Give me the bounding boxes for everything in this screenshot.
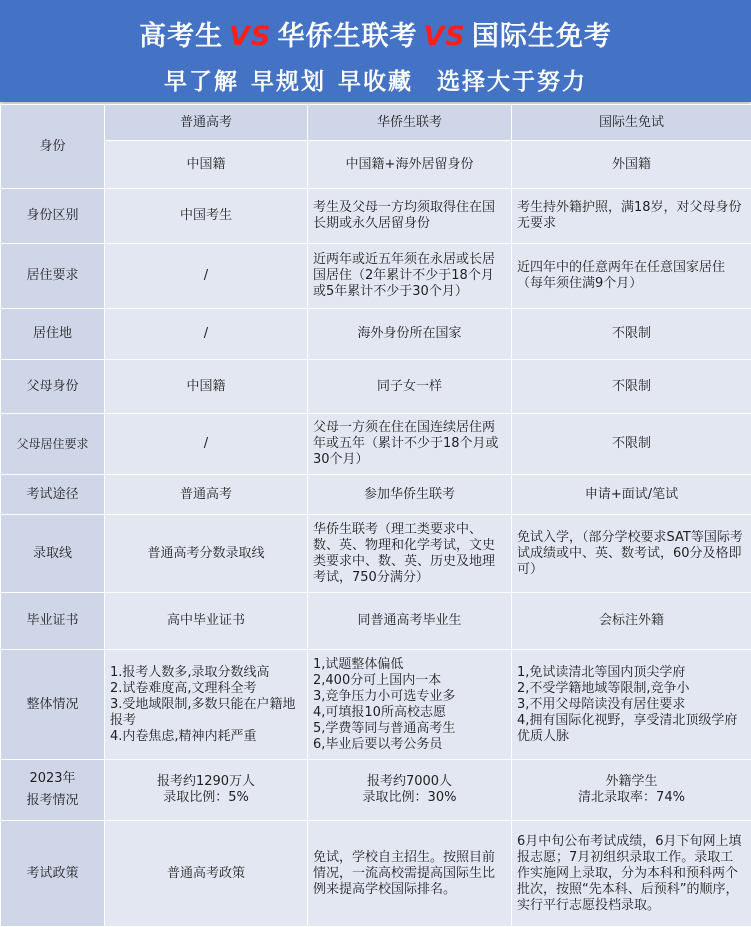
- subtitle-phrase-3: 早收藏: [338, 69, 413, 95]
- table-cell: 海外身份所在国家: [308, 309, 512, 360]
- table-cell: 中国籍: [105, 360, 308, 414]
- table-cell: 6月中旬公布考试成绩，6月下旬网上填报志愿；7月初组织录取工作。录取工作实施网上录取，分为本科和预科两个批次，按照“先本科、后预科”的顺序，实行平行志愿投档录取。: [512, 821, 751, 927]
- table-cell: /: [105, 309, 308, 360]
- list-item: 5,学费等同与普通高考生: [313, 721, 506, 737]
- table-cell: [105, 650, 308, 760]
- list-item: 1.报考人数多,录取分数线高: [110, 665, 302, 681]
- list-item: 3,不用父母陪读没有居住要求: [517, 697, 746, 713]
- subtitle-phrase-2: 早规划: [251, 69, 326, 95]
- table-row: [1, 650, 751, 760]
- row-label: 居住要求: [1, 244, 105, 309]
- table-cell: 普通高考政策: [105, 821, 308, 927]
- list-item: 2.试卷难度高,文理科全考: [110, 681, 302, 697]
- list-item: 3,竞争压力小可选专业多: [313, 689, 506, 705]
- table-cell: 不限制: [512, 309, 751, 360]
- table-cell: [308, 650, 512, 760]
- table-cell: 外国籍: [512, 141, 751, 189]
- table-cell: 高中毕业证书: [105, 593, 308, 650]
- table-cell: 华侨生联考（理工类要求中、数、英、物理和化学考试，文史类要求中、数、英、历史及地理考试，750分满分）: [308, 515, 512, 593]
- table-row: [1, 475, 751, 515]
- table-cell: 参加华侨生联考: [308, 475, 512, 515]
- row-label: 父母居住要求: [1, 414, 105, 475]
- title-huaqiao: 华侨生联考: [278, 21, 418, 52]
- table-cell: 父母一方须在住在国连续居住两年或五年（累计不少于18个月或30个月）: [308, 414, 512, 475]
- table-cell: /: [105, 414, 308, 475]
- cell-line: 报考约1290万人: [110, 774, 302, 790]
- title-vs-1: VS: [229, 21, 271, 52]
- table-row: [1, 760, 751, 821]
- row-label-year: 2023年: [6, 771, 99, 787]
- table-cell: 中国籍: [105, 141, 308, 189]
- table-cell: 会标注外籍: [512, 593, 751, 650]
- row-label: 父母身份: [1, 360, 105, 414]
- table-cell: 近两年或近五年须在永居或长居国居住（2年累计不少于18个月或5年累计不少于30个月）: [308, 244, 512, 309]
- title-vs-2: VS: [424, 21, 466, 52]
- table-row: [1, 593, 751, 650]
- row-label-identity: 身份: [1, 105, 105, 189]
- list-item: 1,试题整体偏低: [313, 657, 506, 673]
- table-row: [1, 821, 751, 927]
- list-item: 6,毕业后要以考公务员: [313, 737, 506, 753]
- list-item: 4.内卷焦虑,精神内耗严重: [110, 729, 302, 745]
- row-label: 身份区别: [1, 189, 105, 244]
- row-label: 录取线: [1, 515, 105, 593]
- table-row: [1, 309, 751, 360]
- table-cell: 同普通高考毕业生: [308, 593, 512, 650]
- table-row: [1, 360, 751, 414]
- page-subtitle: [0, 63, 751, 96]
- column-header-huaqiao: 华侨生联考: [308, 105, 512, 141]
- table-cell: /: [105, 244, 308, 309]
- table-cell: 考生持外籍护照，满18岁，对父母身份无要求: [512, 189, 751, 244]
- table-row: [1, 244, 751, 309]
- row-label-2023: [1, 760, 105, 821]
- column-header-international: 国际生免试: [512, 105, 751, 141]
- cell-line: 报考约7000人: [313, 774, 506, 790]
- table-cell: [105, 760, 308, 821]
- row-label: 整体情况: [1, 650, 105, 760]
- subtitle-phrase-1: 早了解: [164, 69, 239, 95]
- comparison-table: [0, 104, 751, 927]
- row-label: 毕业证书: [1, 593, 105, 650]
- table-row: [1, 189, 751, 244]
- table-cell: 普通高考分数录取线: [105, 515, 308, 593]
- title-gaokao: 高考生: [139, 21, 223, 52]
- table-cell: 近四年中的任意两年在任意国家居住（每年须住满9个月）: [512, 244, 751, 309]
- cell-line: 录取比例：30%: [313, 790, 506, 806]
- table-cell: [512, 760, 751, 821]
- list-item: 4,可填报10所高校志愿: [313, 705, 506, 721]
- page-header: [0, 0, 751, 102]
- table-cell: 普通高考: [105, 475, 308, 515]
- list-item: 1,免试读清北等国内顶尖学府: [517, 665, 746, 681]
- list-item: 4,拥有国际化视野，享受清北顶级学府优质人脉: [517, 713, 746, 745]
- table-cell: 考生及父母一方均须取得住在国长期或永久居留身份: [308, 189, 512, 244]
- row-label: 考试途径: [1, 475, 105, 515]
- cell-line: 外籍学生: [517, 774, 746, 790]
- table-row: [1, 515, 751, 593]
- cell-line: 录取比例：5%: [110, 790, 302, 806]
- column-header-gaokao: 普通高考: [105, 105, 308, 141]
- table-row: [1, 105, 751, 141]
- list-item: 2,400分可上国内一本: [313, 673, 506, 689]
- row-label: 考试政策: [1, 821, 105, 927]
- title-international: 国际生免考: [472, 21, 612, 52]
- page-title: [0, 14, 751, 53]
- table-cell: 中国考生: [105, 189, 308, 244]
- row-label-text: 报考情况: [6, 793, 99, 809]
- row-label: 居住地: [1, 309, 105, 360]
- list-item: 3.受地域限制,多数只能在户籍地报考: [110, 697, 302, 729]
- table-cell: 申请+面试/笔试: [512, 475, 751, 515]
- table-cell: 中国籍+海外居留身份: [308, 141, 512, 189]
- table-cell: [308, 760, 512, 821]
- table-row: [1, 414, 751, 475]
- table-cell: 不限制: [512, 360, 751, 414]
- table-cell: 免试，学校自主招生。按照目前情况，一流高校需提高国际生比例来提高学校国际排名。: [308, 821, 512, 927]
- subtitle-phrase-4: 选择大于努力: [437, 69, 587, 95]
- table-cell: [512, 650, 751, 760]
- list-item: 2,不受学籍地域等限制,竞争小: [517, 681, 746, 697]
- table-cell: 同子女一样: [308, 360, 512, 414]
- table-cell: 免试入学，（部分学校要求SAT等国际考试成绩或中、英、数考试，60分及格即可）: [512, 515, 751, 593]
- cell-line: 清北录取率：74%: [517, 790, 746, 806]
- table-row: [1, 141, 751, 189]
- table-cell: 不限制: [512, 414, 751, 475]
